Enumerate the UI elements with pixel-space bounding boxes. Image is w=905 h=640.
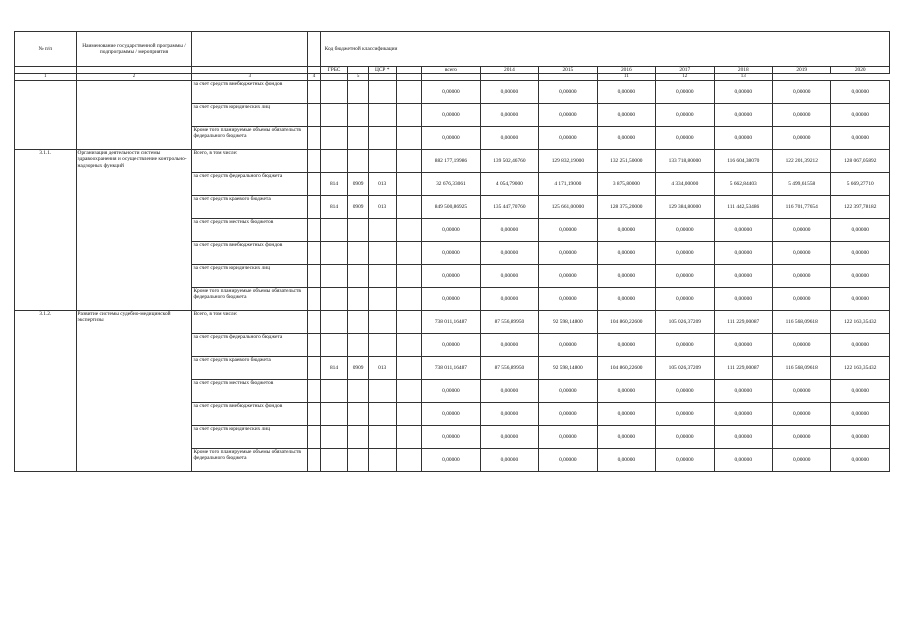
amount-cell: 111 442,53486 bbox=[714, 196, 772, 219]
code-rz bbox=[348, 104, 369, 127]
amount-cell: 116 568,09618 bbox=[773, 311, 831, 334]
item-name: Организация деятельности системы здравоохранения и осуществление контрольно-надзорных функций bbox=[76, 150, 192, 311]
amount-cell: 0,00000 bbox=[714, 403, 772, 426]
code-rz bbox=[348, 288, 369, 311]
amount-cell: 122 397,78182 bbox=[831, 196, 890, 219]
amount-cell: 0,00000 bbox=[597, 265, 655, 288]
header-year: 2017 bbox=[656, 67, 714, 74]
header-year: 2020 bbox=[831, 67, 890, 74]
code-rz bbox=[348, 403, 369, 426]
amount-cell: 0,00000 bbox=[831, 380, 890, 403]
amount-cell: 0,00000 bbox=[597, 334, 655, 357]
funding-source-label: за счет средств федерального бюджета bbox=[192, 334, 308, 357]
code-grbs: 814 bbox=[320, 173, 348, 196]
header-total: всего bbox=[422, 67, 480, 74]
code-vr bbox=[396, 311, 422, 334]
funding-source-label: за счет средств внебюджетных фондов bbox=[192, 403, 308, 426]
amount-cell: 0,00000 bbox=[597, 104, 655, 127]
amount-cell: 0,00000 bbox=[597, 242, 655, 265]
amount-cell: 0,00000 bbox=[656, 334, 714, 357]
code-csr bbox=[368, 449, 396, 472]
amount-cell: 0,00000 bbox=[480, 334, 538, 357]
code-rz bbox=[348, 150, 369, 173]
amount-cell: 0,00000 bbox=[422, 242, 480, 265]
amount-cell: 0,00000 bbox=[597, 288, 655, 311]
column-index bbox=[539, 74, 597, 81]
amount-cell: 0,00000 bbox=[539, 81, 597, 104]
code-rz: 0909 bbox=[348, 357, 369, 380]
header-year: 2019 bbox=[773, 67, 831, 74]
amount-cell: 0,00000 bbox=[656, 219, 714, 242]
amount-cell: 0,00000 bbox=[480, 288, 538, 311]
amount-cell: 0,00000 bbox=[773, 81, 831, 104]
amount-cell: 0,00000 bbox=[714, 334, 772, 357]
amount-cell: 87 556,89950 bbox=[480, 311, 538, 334]
amount-cell: 0,00000 bbox=[656, 265, 714, 288]
amount-cell: 132 251,50000 bbox=[597, 150, 655, 173]
amount-cell: 116 604,38070 bbox=[714, 150, 772, 173]
amount-cell: 0,00000 bbox=[773, 127, 831, 150]
amount-cell: 0,00000 bbox=[656, 242, 714, 265]
amount-cell: 92 598,14800 bbox=[539, 311, 597, 334]
amount-cell: 5 669,27710 bbox=[831, 173, 890, 196]
item-number: 3.1.2. bbox=[15, 311, 77, 472]
table-row bbox=[15, 311, 890, 334]
code-rz bbox=[348, 81, 369, 104]
amount-cell: 0,00000 bbox=[831, 288, 890, 311]
amount-cell: 0,00000 bbox=[422, 403, 480, 426]
amount-cell: 122 163,35432 bbox=[831, 357, 890, 380]
column-index bbox=[422, 74, 480, 81]
amount-cell: 0,00000 bbox=[480, 127, 538, 150]
spacer-cell bbox=[308, 81, 320, 104]
amount-cell: 0,00000 bbox=[773, 242, 831, 265]
amount-cell: 0,00000 bbox=[480, 81, 538, 104]
amount-cell: 0,00000 bbox=[656, 127, 714, 150]
amount-cell: 0,00000 bbox=[831, 426, 890, 449]
code-grbs bbox=[320, 265, 348, 288]
amount-cell: 111 229,00087 bbox=[714, 311, 772, 334]
amount-cell: 0,00000 bbox=[480, 380, 538, 403]
amount-cell: 0,00000 bbox=[656, 449, 714, 472]
amount-cell: 0,00000 bbox=[714, 449, 772, 472]
funding-source-label: Всего, в том числе: bbox=[192, 150, 308, 173]
funding-source-label: за счет средств краевого бюджета bbox=[192, 196, 308, 219]
code-grbs bbox=[320, 334, 348, 357]
amount-cell: 0,00000 bbox=[539, 449, 597, 472]
spacer-cell bbox=[308, 219, 320, 242]
amount-cell: 738 011,16487 bbox=[422, 311, 480, 334]
amount-cell: 0,00000 bbox=[422, 265, 480, 288]
amount-cell: 0,00000 bbox=[773, 380, 831, 403]
code-rz: 0909 bbox=[348, 196, 369, 219]
amount-cell: 116 701,77654 bbox=[773, 196, 831, 219]
amount-cell: 122 201,39212 bbox=[773, 150, 831, 173]
amount-cell: 105 026,37209 bbox=[656, 311, 714, 334]
code-csr bbox=[368, 219, 396, 242]
code-csr bbox=[368, 265, 396, 288]
spacer-cell bbox=[308, 173, 320, 196]
code-rz bbox=[348, 219, 369, 242]
amount-cell: 0,00000 bbox=[422, 380, 480, 403]
amount-cell: 129 832,19000 bbox=[539, 150, 597, 173]
spacer-cell bbox=[308, 242, 320, 265]
amount-cell: 0,00000 bbox=[597, 127, 655, 150]
amount-cell: 0,00000 bbox=[656, 403, 714, 426]
code-csr bbox=[368, 288, 396, 311]
amount-cell: 0,00000 bbox=[714, 288, 772, 311]
code-vr bbox=[396, 288, 422, 311]
amount-cell: 0,00000 bbox=[773, 288, 831, 311]
amount-cell: 849 500,86925 bbox=[422, 196, 480, 219]
code-vr bbox=[396, 380, 422, 403]
item-name bbox=[76, 81, 192, 150]
amount-cell: 0,00000 bbox=[714, 127, 772, 150]
amount-cell: 0,00000 bbox=[831, 403, 890, 426]
amount-cell: 0,00000 bbox=[714, 242, 772, 265]
spacer-cell bbox=[308, 426, 320, 449]
code-grbs bbox=[320, 127, 348, 150]
column-index bbox=[320, 74, 348, 81]
code-vr bbox=[396, 265, 422, 288]
amount-cell: 0,00000 bbox=[831, 127, 890, 150]
code-vr bbox=[396, 104, 422, 127]
header-no: № п/п bbox=[15, 32, 77, 67]
amount-cell: 4 334,00000 bbox=[656, 173, 714, 196]
table-row bbox=[15, 81, 890, 104]
column-index: 11 bbox=[597, 74, 655, 81]
code-vr bbox=[396, 150, 422, 173]
amount-cell: 0,00000 bbox=[539, 403, 597, 426]
code-csr bbox=[368, 81, 396, 104]
code-rz bbox=[348, 242, 369, 265]
spacer-cell bbox=[308, 288, 320, 311]
amount-cell: 0,00000 bbox=[773, 265, 831, 288]
item-name: Развитие системы судебно-медицинской экспертизы bbox=[76, 311, 192, 472]
amount-cell: 0,00000 bbox=[656, 104, 714, 127]
amount-cell: 0,00000 bbox=[422, 81, 480, 104]
funding-source-label: за счет средств юридических лиц bbox=[192, 104, 308, 127]
amount-cell: 0,00000 bbox=[539, 127, 597, 150]
code-grbs bbox=[320, 426, 348, 449]
amount-cell: 0,00000 bbox=[773, 334, 831, 357]
table-row bbox=[15, 150, 890, 173]
amount-cell: 122 163,35432 bbox=[831, 311, 890, 334]
amount-cell: 0,00000 bbox=[597, 380, 655, 403]
amount-cell: 0,00000 bbox=[539, 288, 597, 311]
amount-cell: 129 384,80000 bbox=[656, 196, 714, 219]
amount-cell: 0,00000 bbox=[422, 104, 480, 127]
amount-cell: 104 860,22600 bbox=[597, 311, 655, 334]
item-number: 3.1.1. bbox=[15, 150, 77, 311]
code-csr bbox=[368, 311, 396, 334]
code-grbs bbox=[320, 81, 348, 104]
code-csr bbox=[368, 403, 396, 426]
item-number bbox=[15, 81, 77, 150]
header-year: 2015 bbox=[539, 67, 597, 74]
header-spacer bbox=[308, 32, 320, 67]
code-rz bbox=[348, 127, 369, 150]
code-csr bbox=[368, 242, 396, 265]
header-source bbox=[192, 32, 308, 67]
amount-cell: 0,00000 bbox=[773, 403, 831, 426]
amount-cell: 125 661,00000 bbox=[539, 196, 597, 219]
code-vr bbox=[396, 196, 422, 219]
code-grbs: 814 bbox=[320, 357, 348, 380]
column-index: 2 bbox=[76, 74, 192, 81]
code-rz bbox=[348, 449, 369, 472]
amount-cell: 0,00000 bbox=[831, 265, 890, 288]
amount-cell: 0,00000 bbox=[773, 426, 831, 449]
amount-cell: 139 502,46760 bbox=[480, 150, 538, 173]
amount-cell: 0,00000 bbox=[714, 265, 772, 288]
spacer-cell bbox=[308, 150, 320, 173]
spacer-cell bbox=[308, 196, 320, 219]
spacer-cell bbox=[308, 334, 320, 357]
code-grbs bbox=[320, 242, 348, 265]
amount-cell: 0,00000 bbox=[831, 449, 890, 472]
code-csr bbox=[368, 380, 396, 403]
amount-cell: 0,00000 bbox=[480, 265, 538, 288]
column-index bbox=[368, 74, 396, 81]
code-grbs bbox=[320, 150, 348, 173]
amount-cell: 0,00000 bbox=[831, 334, 890, 357]
amount-cell: 0,00000 bbox=[539, 380, 597, 403]
column-index: 1 bbox=[15, 74, 77, 81]
code-rz bbox=[348, 426, 369, 449]
spacer-cell bbox=[308, 265, 320, 288]
amount-cell: 0,00000 bbox=[656, 288, 714, 311]
column-index: 3 bbox=[192, 74, 308, 81]
code-csr bbox=[368, 334, 396, 357]
amount-cell: 0,00000 bbox=[480, 219, 538, 242]
amount-cell: 116 568,09618 bbox=[773, 357, 831, 380]
amount-cell: 0,00000 bbox=[831, 219, 890, 242]
amount-cell: 0,00000 bbox=[422, 127, 480, 150]
header-year: 2016 bbox=[597, 67, 655, 74]
funding-source-label: за счет средств краевого бюджета bbox=[192, 357, 308, 380]
amount-cell: 0,00000 bbox=[773, 219, 831, 242]
header-grbs: ГРБС bbox=[320, 67, 348, 74]
funding-source-label: Кроме того планируемые объемы обязательств федерального бюджета bbox=[192, 127, 308, 150]
funding-source-label: за счет средств юридических лиц bbox=[192, 426, 308, 449]
amount-cell: 92 598,14800 bbox=[539, 357, 597, 380]
amount-cell: 4 054,79000 bbox=[480, 173, 538, 196]
header-tsr: ЦСР * bbox=[368, 67, 396, 74]
funding-source-label: за счет средств внебюджетных фондов bbox=[192, 81, 308, 104]
header-year: 2018 bbox=[714, 67, 772, 74]
spacer-cell bbox=[308, 403, 320, 426]
amount-cell: 0,00000 bbox=[597, 403, 655, 426]
amount-cell: 0,00000 bbox=[656, 380, 714, 403]
funding-source-label: за счет средств внебюджетных фондов bbox=[192, 242, 308, 265]
code-csr bbox=[368, 426, 396, 449]
code-rz: 0909 bbox=[348, 173, 369, 196]
spacer-cell bbox=[308, 104, 320, 127]
amount-cell: 0,00000 bbox=[422, 288, 480, 311]
funding-source-label: за счет средств местных бюджетов bbox=[192, 219, 308, 242]
amount-cell: 0,00000 bbox=[480, 449, 538, 472]
code-vr bbox=[396, 357, 422, 380]
amount-cell: 4 171,19000 bbox=[539, 173, 597, 196]
column-index: 5 bbox=[348, 74, 369, 81]
spacer-cell bbox=[308, 311, 320, 334]
budget-table bbox=[14, 31, 890, 472]
amount-cell: 0,00000 bbox=[422, 426, 480, 449]
amount-cell: 5 499,61558 bbox=[773, 173, 831, 196]
amount-cell: 0,00000 bbox=[539, 104, 597, 127]
column-index: 4 bbox=[308, 74, 320, 81]
code-vr bbox=[396, 426, 422, 449]
amount-cell: 3 875,80000 bbox=[597, 173, 655, 196]
funding-source-label: за счет средств юридических лиц bbox=[192, 265, 308, 288]
code-vr bbox=[396, 403, 422, 426]
spacer-cell bbox=[308, 380, 320, 403]
amount-cell: 0,00000 bbox=[539, 219, 597, 242]
amount-cell: 32 676,33061 bbox=[422, 173, 480, 196]
amount-cell: 0,00000 bbox=[714, 380, 772, 403]
code-grbs bbox=[320, 449, 348, 472]
code-grbs bbox=[320, 403, 348, 426]
code-rz bbox=[348, 311, 369, 334]
funding-source-label: за счет средств местных бюджетов bbox=[192, 380, 308, 403]
amount-cell: 87 556,89950 bbox=[480, 357, 538, 380]
spacer-cell bbox=[308, 449, 320, 472]
code-rz bbox=[348, 265, 369, 288]
code-csr bbox=[368, 127, 396, 150]
amount-cell: 5 662,84403 bbox=[714, 173, 772, 196]
code-grbs bbox=[320, 288, 348, 311]
code-grbs: 814 bbox=[320, 196, 348, 219]
column-index bbox=[480, 74, 538, 81]
amount-cell: 0,00000 bbox=[480, 426, 538, 449]
amount-cell: 105 026,37209 bbox=[656, 357, 714, 380]
amount-cell: 111 229,00087 bbox=[714, 357, 772, 380]
amount-cell: 0,00000 bbox=[539, 334, 597, 357]
amount-cell: 0,00000 bbox=[714, 81, 772, 104]
amount-cell: 0,00000 bbox=[539, 426, 597, 449]
code-vr bbox=[396, 242, 422, 265]
amount-cell: 0,00000 bbox=[656, 426, 714, 449]
amount-cell: 0,00000 bbox=[480, 242, 538, 265]
amount-cell: 0,00000 bbox=[656, 81, 714, 104]
amount-cell: 128 067,05892 bbox=[831, 150, 890, 173]
amount-cell: 0,00000 bbox=[831, 104, 890, 127]
spacer-cell bbox=[308, 127, 320, 150]
header-code: Код бюджетной классификации bbox=[320, 32, 889, 67]
amount-cell: 104 860,22600 bbox=[597, 357, 655, 380]
header-name: Наименование государственной программы / подпрограммы / мероприятия bbox=[76, 32, 192, 67]
amount-cell: 128 375,20000 bbox=[597, 196, 655, 219]
amount-cell: 882 177,19986 bbox=[422, 150, 480, 173]
amount-cell: 0,00000 bbox=[480, 403, 538, 426]
amount-cell: 133 718,80000 bbox=[656, 150, 714, 173]
column-index bbox=[396, 74, 422, 81]
code-csr bbox=[368, 150, 396, 173]
amount-cell: 0,00000 bbox=[714, 426, 772, 449]
funding-source-label: за счет средств федерального бюджета bbox=[192, 173, 308, 196]
amount-cell: 0,00000 bbox=[597, 81, 655, 104]
code-vr bbox=[396, 127, 422, 150]
amount-cell: 0,00000 bbox=[714, 219, 772, 242]
amount-cell: 0,00000 bbox=[714, 104, 772, 127]
funding-source-label: Всего, в том числе: bbox=[192, 311, 308, 334]
funding-source-label: Кроме того планируемые объемы обязательств федерального бюджета bbox=[192, 288, 308, 311]
column-index: 12 bbox=[656, 74, 714, 81]
code-vr bbox=[396, 334, 422, 357]
code-vr bbox=[396, 173, 422, 196]
amount-cell: 0,00000 bbox=[773, 104, 831, 127]
code-grbs bbox=[320, 380, 348, 403]
amount-cell: 738 011,16487 bbox=[422, 357, 480, 380]
code-grbs bbox=[320, 104, 348, 127]
amount-cell: 0,00000 bbox=[597, 426, 655, 449]
column-index: 13 bbox=[714, 74, 772, 81]
amount-cell: 0,00000 bbox=[422, 219, 480, 242]
amount-cell: 0,00000 bbox=[422, 449, 480, 472]
code-vr bbox=[396, 81, 422, 104]
amount-cell: 135 447,70760 bbox=[480, 196, 538, 219]
code-grbs bbox=[320, 311, 348, 334]
code-csr: 013 bbox=[368, 357, 396, 380]
code-grbs bbox=[320, 219, 348, 242]
amount-cell: 0,00000 bbox=[597, 219, 655, 242]
code-rz bbox=[348, 380, 369, 403]
code-rz bbox=[348, 334, 369, 357]
amount-cell: 0,00000 bbox=[539, 242, 597, 265]
code-csr: 013 bbox=[368, 173, 396, 196]
code-vr bbox=[396, 449, 422, 472]
amount-cell: 0,00000 bbox=[539, 265, 597, 288]
amount-cell: 0,00000 bbox=[831, 81, 890, 104]
amount-cell: 0,00000 bbox=[480, 104, 538, 127]
code-csr bbox=[368, 104, 396, 127]
header-year: 2014 bbox=[480, 67, 538, 74]
funding-source-label: Кроме того планируемые объемы обязательств федерального бюджета bbox=[192, 449, 308, 472]
amount-cell: 0,00000 bbox=[597, 449, 655, 472]
amount-cell: 0,00000 bbox=[773, 449, 831, 472]
amount-cell: 0,00000 bbox=[422, 334, 480, 357]
spacer-cell bbox=[308, 357, 320, 380]
amount-cell: 0,00000 bbox=[831, 242, 890, 265]
code-csr: 013 bbox=[368, 196, 396, 219]
code-vr bbox=[396, 219, 422, 242]
